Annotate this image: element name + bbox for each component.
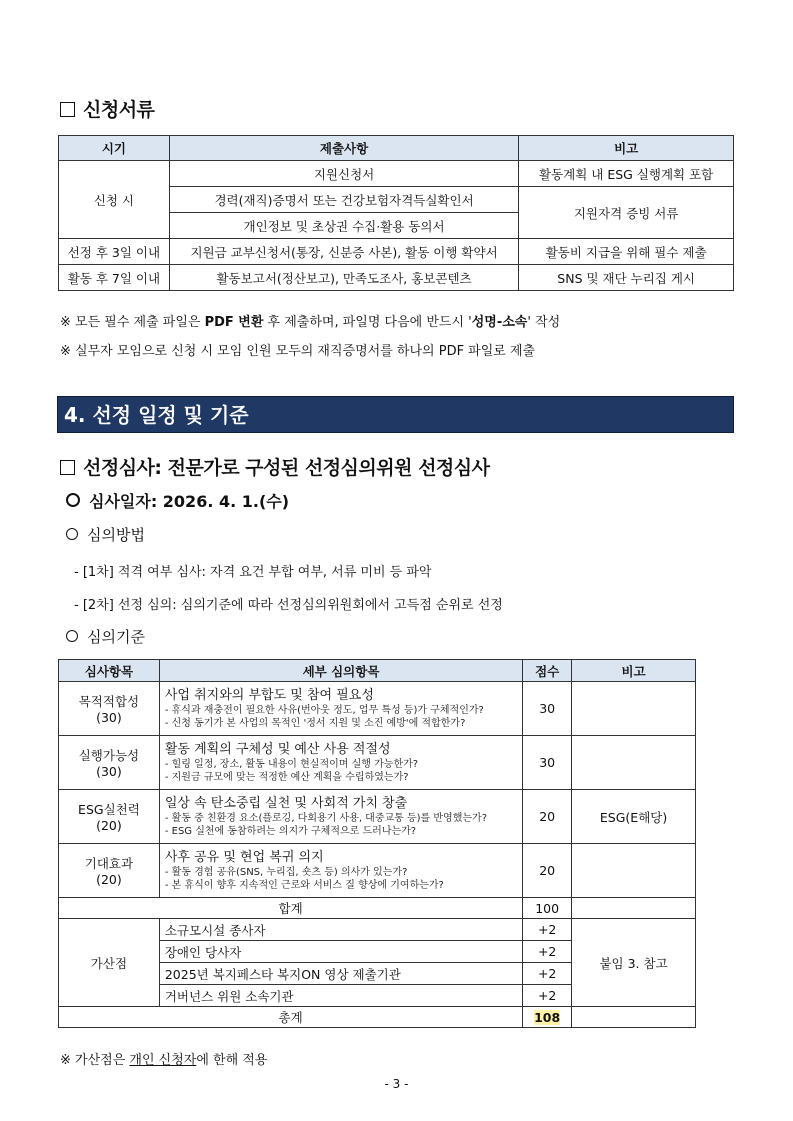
cell-note: 활동비 지급을 위해 필수 제출 xyxy=(519,239,734,265)
cell-note: SNS 및 재단 누리집 게시 xyxy=(519,265,734,291)
criteria-detail: 사업 취지와의 부합도 및 참여 필요성 - 휴식과 재충전이 필요한 사유(번아웃 정도, 업무 특성 등)가 구체적인가? - 신청 동기가 본 사업의 목적인 '정서 지원 및 소진 예방'에 적합한가? xyxy=(159,682,522,736)
criteria-score: 30 xyxy=(523,682,572,736)
cell-doc: 활동보고서(정산보고), 만족도조사, 홍보콘텐츠 xyxy=(169,265,518,291)
bonus-score: +2 xyxy=(523,985,572,1007)
circle-bullet-icon xyxy=(66,493,80,507)
criteria-item: 실행가능성 (30) xyxy=(59,736,160,790)
criteria-detail: 일상 속 탄소중립 실천 및 사회적 가치 창출 - 활동 중 친환경 요소(플로깅, 다회용기 사용, 대중교통 등)를 반영했는가? - ESG 실천에 동참하려는 의지가 구체적으로 드러나는가? xyxy=(159,790,522,844)
bonus-item: 장애인 당사자 xyxy=(159,941,522,963)
cell-when: 활동 후 7일 이내 xyxy=(59,265,170,291)
bonus-note: 붙임 3. 참고 xyxy=(572,919,696,1007)
circle-bullet-icon xyxy=(66,528,78,540)
method-1: - [1차] 적격 여부 심사: 자격 요건 부합 여부, 서류 미비 등 파악 xyxy=(74,565,432,580)
cell-doc: 지원금 교부신청서(통장, 신분증 사본), 활동 이행 확약서 xyxy=(169,239,518,265)
sum-label: 합계 xyxy=(59,898,523,919)
note-group: ※ 실무자 모임으로 신청 시 모임 인원 모두의 재직증명서를 하나의 PDF 파일로 제출 xyxy=(60,344,536,359)
criteria-item: 기대효과 (20) xyxy=(59,844,160,898)
criteria-note xyxy=(572,682,696,736)
criteria-item: ESG실천력 (20) xyxy=(59,790,160,844)
cell-note: 지원자격 증빙 서류 xyxy=(519,187,734,239)
criteria-score: 20 xyxy=(523,844,572,898)
col-header-item: 심사항목 xyxy=(59,660,160,682)
cell-when: 신청 시 xyxy=(59,161,170,239)
checkbox-square-icon xyxy=(60,460,75,475)
section-banner: 4. 선정 일정 및 기준 xyxy=(57,396,734,433)
criteria-item: 목적적합성 (30) xyxy=(59,682,160,736)
bonus-score: +2 xyxy=(523,963,572,985)
sum-value: 100 xyxy=(523,898,572,919)
col-header-docs: 제출사항 xyxy=(169,136,518,161)
criteria-detail: 사후 공유 및 현업 복귀 의지 - 활동 경험 공유(SNS, 누리집, 숏츠 등) 의사가 있는가? - 본 휴식이 향후 지속적인 근로와 서비스 질 향상에 기여하는가? xyxy=(159,844,522,898)
criteria-label: 심의기준 xyxy=(66,626,145,647)
cell-when: 선정 후 3일 이내 xyxy=(59,239,170,265)
review-date: 심사일자: 2026. 4. 1.(수) xyxy=(66,489,289,512)
cell-doc: 경력(재직)증명서 또는 건강보험자격득실확인서 xyxy=(169,187,518,213)
documents-table xyxy=(58,135,734,291)
section-heading-review: 선정심사: 전문가로 구성된 선정심의위원 선정심사 xyxy=(60,453,490,480)
total-value: 108 xyxy=(523,1007,572,1028)
col-header-note: 비고 xyxy=(572,660,696,682)
bonus-item: 소규모시설 종사자 xyxy=(159,919,522,941)
checkbox-square-icon xyxy=(60,102,75,117)
method-label: 심의방법 xyxy=(66,524,145,545)
cell-doc: 개인정보 및 초상권 수집·활용 동의서 xyxy=(169,213,518,239)
criteria-table xyxy=(58,659,696,1028)
criteria-note xyxy=(572,736,696,790)
criteria-detail: 활동 계획의 구체성 및 예산 사용 적절성 - 힐링 일정, 장소, 활동 내용이 현실적이며 실행 가능한가? - 지원금 규모에 맞는 적정한 예산 계획을 수립하였는가? xyxy=(159,736,522,790)
criteria-score: 20 xyxy=(523,790,572,844)
bonus-score: +2 xyxy=(523,941,572,963)
bonus-score: +2 xyxy=(523,919,572,941)
method-2: - [2차] 선정 심의: 심의기준에 따라 선정심의위원회에서 고득점 순위로 선정 xyxy=(74,598,503,613)
col-header-note: 비고 xyxy=(519,136,734,161)
cell-doc: 지원신청서 xyxy=(169,161,518,187)
section-heading-documents: 신청서류 xyxy=(60,95,154,122)
col-header-when: 시기 xyxy=(59,136,170,161)
cell-note: 활동계획 내 ESG 실행계획 포함 xyxy=(519,161,734,187)
criteria-note: ESG(E해당) xyxy=(572,790,696,844)
criteria-score: 30 xyxy=(523,736,572,790)
page-number: - 3 - xyxy=(384,1077,409,1091)
note-pdf: ※ 모든 필수 제출 파일은 PDF 변환 후 제출하며, 파일명 다음에 반드시 '성명-소속' 작성 xyxy=(60,315,561,330)
circle-bullet-icon xyxy=(66,630,78,642)
bonus-item: 2025년 복지페스타 복지ON 영상 제출기관 xyxy=(159,963,522,985)
total-label: 총계 xyxy=(59,1007,523,1028)
col-header-score: 점수 xyxy=(523,660,572,682)
bonus-item: 거버넌스 위원 소속기관 xyxy=(159,985,522,1007)
footer-note: ※ 가산점은 개인 신청자에 한해 적용 xyxy=(60,1053,268,1068)
criteria-note xyxy=(572,844,696,898)
bonus-label: 가산점 xyxy=(59,919,160,1007)
col-header-detail: 세부 심의항목 xyxy=(159,660,522,682)
